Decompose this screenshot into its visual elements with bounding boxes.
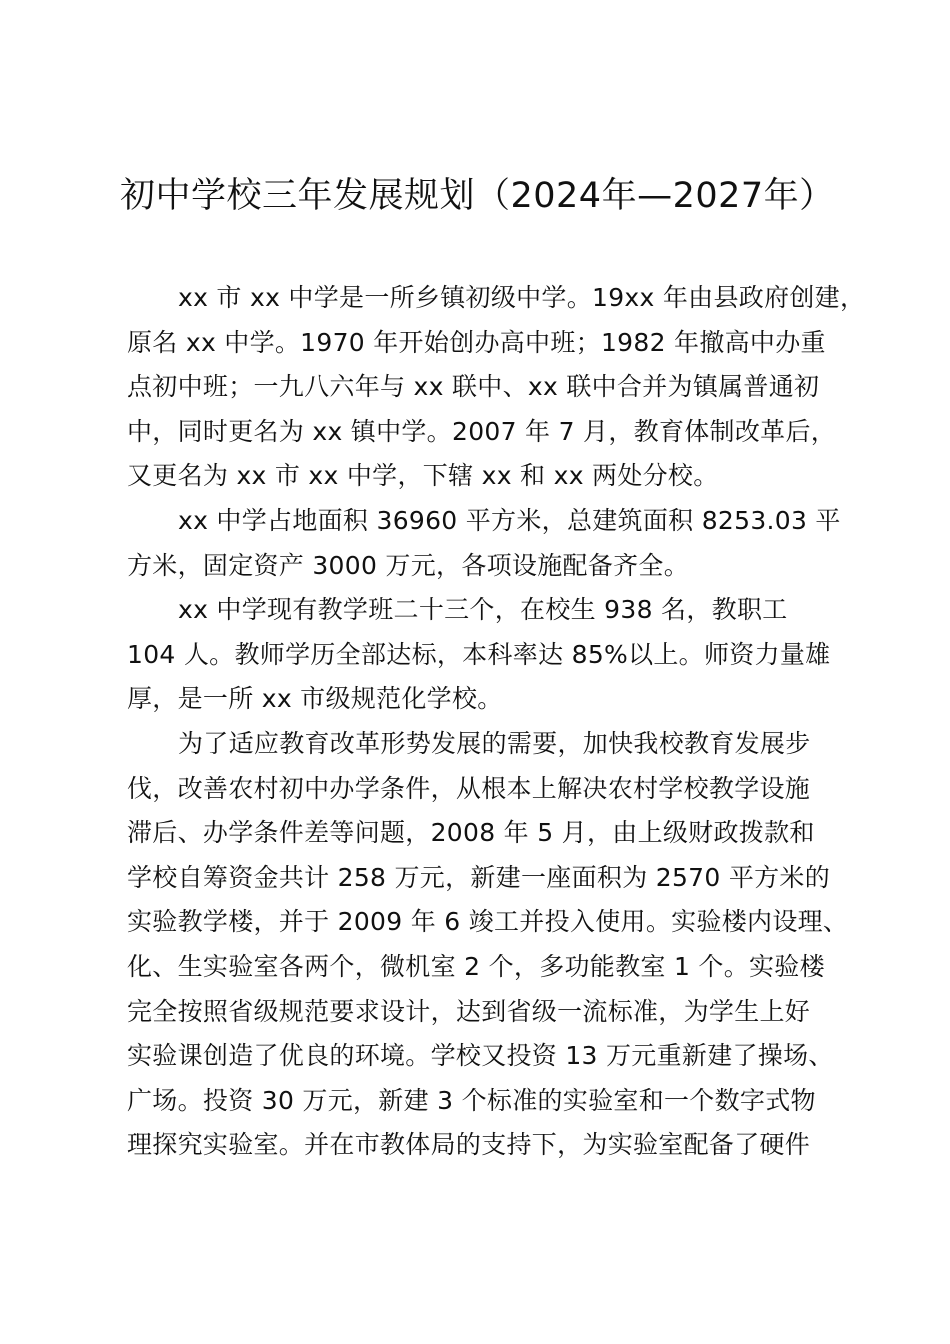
text-line: 广场。投资 30 万元，新建 3 个标准的实验室和一个数字式物 xyxy=(127,1085,816,1115)
text-line: 厚，是一所 xx 市级规范化学校。 xyxy=(127,684,503,714)
text-line: xx 市 xx 中学是一所乡镇初级中学。19xx 年由县政府创建， xyxy=(178,283,866,312)
text-line: 实验课创造了优良的环境。学校又投资 13 万元重新建了操场、 xyxy=(127,1041,834,1071)
text-line: 理探究实验室。并在市教体局的支持下，为实验室配备了硬件 xyxy=(127,1130,811,1160)
text-line: 点初中班；一九八六年与 xx 联中、xx 联中合并为镇属普通初 xyxy=(127,372,820,402)
text-line: 方米，固定资产 3000 万元，各项设施配备齐全。 xyxy=(127,550,690,580)
text-line: 中，同时更名为 xx 镇中学。2007 年 7 月，教育体制改革后， xyxy=(127,416,837,446)
text-line: 实验教学楼，并于 2009 年 6 竣工并投入使用。实验楼内设理、 xyxy=(127,907,849,937)
text-line: 104 人。教师学历全部达标，本科率达 85%以上。师资力量雄 xyxy=(127,639,831,669)
text-line: 学校自筹资金共计 258 万元，新建一座面积为 2570 平方米的 xyxy=(127,862,831,892)
text-line: 原名 xx 中学。1970 年开始创办高中班；1982 年撤高中办重 xyxy=(127,327,826,357)
text-line: 完全按照省级规范要求设计，达到省级一流标准，为学生上好 xyxy=(127,996,811,1026)
text-line: 又更名为 xx 市 xx 中学，下辖 xx 和 xx 两处分校。 xyxy=(127,461,719,491)
paragraph-campus-area xyxy=(127,499,862,588)
text-line: xx 中学占地面积 36960 平方米，总建筑面积 8253.03 平 xyxy=(178,505,841,535)
text-line: 为了适应教育改革形势发展的需要，加快我校教育发展步 xyxy=(178,728,811,758)
document-body xyxy=(127,276,866,1168)
document-title: 初中学校三年发展规划（2024年—2027年） xyxy=(120,176,835,216)
text-line: 化、生实验室各两个，微机室 2 个，多功能教室 1 个。实验楼 xyxy=(127,951,825,981)
paragraph-school-history xyxy=(127,276,866,499)
text-line: 伐，改善农村初中办学条件，从根本上解决农村学校教学设施 xyxy=(127,773,811,803)
text-line: xx 中学现有教学班二十三个，在校生 938 名，教职工 xyxy=(178,595,788,625)
paragraph-staff-students xyxy=(127,588,862,722)
paragraph-facilities-development xyxy=(127,722,862,1168)
text-line: 滞后、办学条件差等问题，2008 年 5 月，由上级财政拨款和 xyxy=(127,818,815,848)
